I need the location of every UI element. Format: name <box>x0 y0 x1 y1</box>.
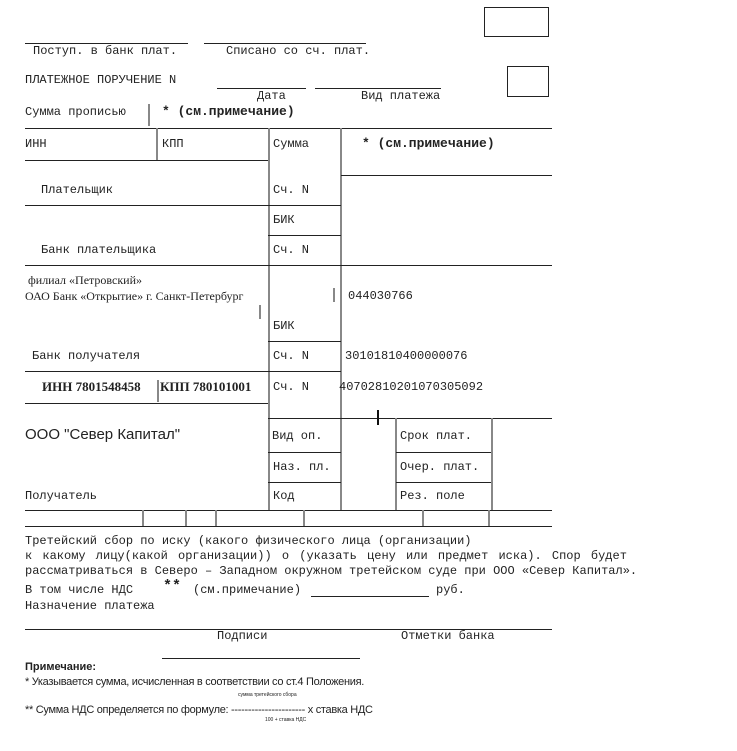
payee-bank-label: Банк получателя <box>32 349 141 363</box>
grid-line <box>341 175 552 176</box>
payee-bank-name: ОАО Банк «Открытие» г. Санкт-Петербург <box>25 289 244 303</box>
grid-line <box>333 288 335 302</box>
vat-stars: ** <box>163 578 182 595</box>
grid-line <box>25 265 552 266</box>
payee-name: ООО "Север Капитал" <box>25 426 181 443</box>
grid-line <box>395 418 397 510</box>
divider <box>148 104 150 126</box>
grid-line <box>268 482 341 483</box>
grid-line <box>25 510 552 511</box>
amount-words-value: * (см.примечание) <box>162 104 295 119</box>
formula-numerator: сумма третейского сбора <box>238 692 297 698</box>
purpose-line-3: рассматриваться в Северо – Западном окружном третейском суде при ООО «Север Капитал». <box>25 564 638 578</box>
grid-line <box>491 418 493 510</box>
purpose-line-2: к какому лицу(какой организации)) о (указать цену или предмет иска). Спор будет <box>25 549 627 563</box>
grid-line <box>303 510 305 526</box>
grid-line <box>25 205 341 206</box>
vat-label: В том числе НДС <box>25 583 134 597</box>
grid-line <box>25 128 552 129</box>
grid-line <box>25 403 268 404</box>
grid-tick <box>377 410 379 425</box>
grid-line <box>268 452 341 453</box>
priority-label: Очер. плат. <box>400 460 480 474</box>
grid-line <box>488 510 490 526</box>
signature-line <box>162 658 360 659</box>
date-label: Дата <box>257 89 286 103</box>
sum-value: * (см.примечание) <box>362 136 495 151</box>
purpose-label: Назначение платежа <box>25 599 155 613</box>
payer-bank-label: Банк плательщика <box>41 243 157 257</box>
payer-account-label: Сч. N <box>273 183 310 197</box>
payee-corr-account-label: Сч. N <box>273 349 310 363</box>
op-type-label: Вид оп. <box>272 429 323 443</box>
grid-line <box>157 380 159 402</box>
grid-line <box>396 482 491 483</box>
note-2: ** Сумма НДС определяется по формуле: ---------------------- х ставка НДС <box>25 704 373 716</box>
bank-marks-label: Отметки банка <box>401 629 495 643</box>
formula-denominator: 100 + ставка НДС <box>265 717 307 723</box>
payee-account-label: Сч. N <box>273 380 310 394</box>
payee-inn: ИНН 7801548458 <box>42 379 141 394</box>
grid-line <box>396 452 491 453</box>
vat-note: (см.примечание) <box>193 583 302 597</box>
payer-bank-account-label: Сч. N <box>273 243 310 257</box>
note-1: * Указывается сумма, исчисленная в соответствии со ст.4 Положения. <box>25 676 365 688</box>
term-label: Срок плат. <box>400 429 473 443</box>
vat-amount-line <box>311 596 429 597</box>
grid-line <box>268 341 341 342</box>
payee-label: Получатель <box>25 489 98 503</box>
payment-type-label: Вид платежа <box>361 89 441 103</box>
grid-line <box>156 128 158 160</box>
payer-label: Плательщик <box>41 183 114 197</box>
received-label: Поступ. в банк плат. <box>33 44 178 58</box>
notes-title: Примечание: <box>25 661 97 673</box>
grid-line <box>215 510 217 526</box>
payee-account: 40702810201070305092 <box>339 380 484 394</box>
reserve-label: Рез. поле <box>400 489 465 503</box>
payer-inn-label: ИНН <box>25 137 47 151</box>
grid-line <box>25 160 268 161</box>
form-code-box <box>484 7 549 37</box>
amount-words-label: Сумма прописью <box>25 105 126 119</box>
form-title: ПЛАТЕЖНОЕ ПОРУЧЕНИЕ N <box>25 73 177 87</box>
sum-label: Сумма <box>273 137 310 151</box>
purpose-code-label: Наз. пл. <box>273 460 331 474</box>
grid-line <box>25 526 552 527</box>
grid-line <box>142 510 144 526</box>
debited-label: Списано со сч. плат. <box>226 44 371 58</box>
payer-bik-label: БИК <box>273 213 295 227</box>
payee-bik-value: 044030766 <box>348 289 413 303</box>
status-box <box>507 66 549 97</box>
grid-line <box>25 371 341 372</box>
payer-kpp-label: КПП <box>162 137 184 151</box>
payee-corr-account: 30101810400000076 <box>345 349 468 363</box>
signatures-label: Подписи <box>217 629 268 643</box>
grid-line <box>268 235 341 236</box>
payee-bik-label: БИК <box>273 319 295 333</box>
grid-line <box>268 418 552 419</box>
code-label: Код <box>273 489 295 503</box>
grid-line <box>185 510 187 526</box>
grid-line <box>259 305 261 319</box>
purpose-line-1: Третейский сбор по иску (какого физического лица (организации) <box>25 534 472 548</box>
payee-bank-branch: филиал «Петровский» <box>28 273 143 287</box>
grid-line <box>422 510 424 526</box>
payee-kpp: КПП 780101001 <box>160 379 252 394</box>
vat-currency: руб. <box>436 583 465 597</box>
